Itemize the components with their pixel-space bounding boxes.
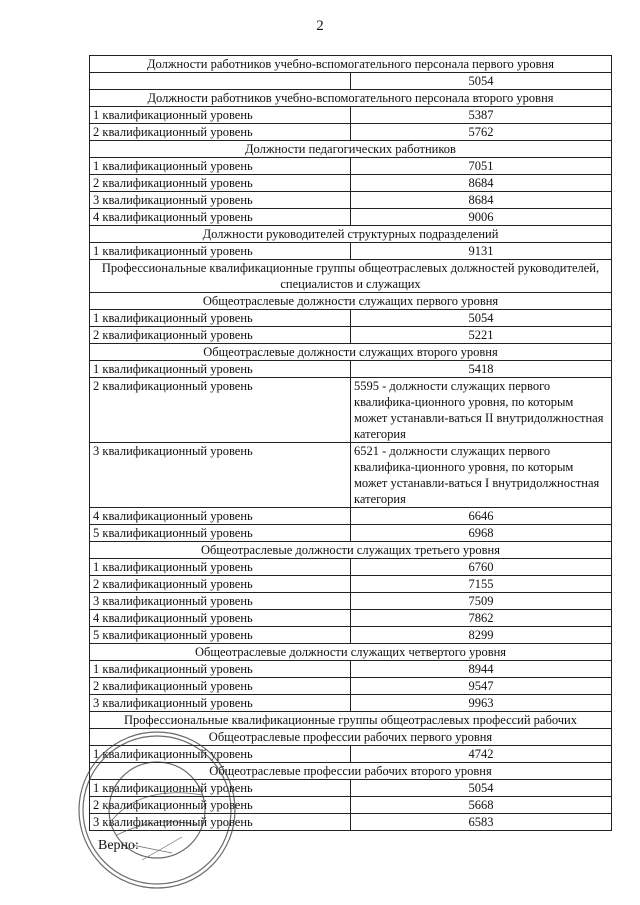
table-row [90, 593, 612, 610]
salary-value: 5054 [351, 780, 612, 797]
qualification-level: 1 квалификационный уровень [90, 243, 351, 260]
qualification-level: 1 квалификационный уровень [90, 746, 351, 763]
certification-label: Верно: [98, 838, 139, 853]
table-row [90, 576, 612, 593]
qualification-level: 5 квалификационный уровень [90, 525, 351, 542]
qualification-level: 3 квалификационный уровень [90, 814, 351, 831]
salary-value: 8944 [351, 661, 612, 678]
salary-value: 6583 [351, 814, 612, 831]
qualification-level: 3 квалификационный уровень [90, 593, 351, 610]
qualification-level: 3 квалификационный уровень [90, 695, 351, 712]
qualification-level: 2 квалификационный уровень [90, 175, 351, 192]
qualification-level: 2 квалификационный уровень [90, 327, 351, 344]
table-row [90, 610, 612, 627]
section-header-row [90, 542, 612, 559]
salary-value: 8684 [351, 175, 612, 192]
qualification-level: 1 квалификационный уровень [90, 310, 351, 327]
section-header-row [90, 141, 612, 158]
salary-value: 9131 [351, 243, 612, 260]
round-seal-stamp [72, 725, 242, 895]
qualification-level: 1 квалификационный уровень [90, 361, 351, 378]
salary-value: 8684 [351, 192, 612, 209]
table-row [90, 327, 612, 344]
salary-table [89, 55, 612, 831]
salary-table-body [90, 56, 612, 831]
salary-value: 7862 [351, 610, 612, 627]
salary-value: 4742 [351, 746, 612, 763]
table-row [90, 678, 612, 695]
table-row [90, 310, 612, 327]
section-title: Общеотраслевые должности служащих второго уровня [90, 344, 612, 361]
qualification-level: 1 квалификационный уровень [90, 559, 351, 576]
table-row [90, 107, 612, 124]
qualification-level: 4 квалификационный уровень [90, 508, 351, 525]
section-header-row [90, 56, 612, 73]
table-row [90, 209, 612, 226]
salary-value: 9963 [351, 695, 612, 712]
section-header-row [90, 344, 612, 361]
table-row [90, 124, 612, 141]
section-title: Профессиональные квалификационные группы общеотраслевых должностей руководителей, специалистов и служащих [90, 260, 612, 293]
table-row [90, 508, 612, 525]
salary-value: 7509 [351, 593, 612, 610]
table-row [90, 175, 612, 192]
salary-value: 8299 [351, 627, 612, 644]
salary-value: 6968 [351, 525, 612, 542]
qualification-level: 2 квалификационный уровень [90, 124, 351, 141]
qualification-level: 1 квалификационный уровень [90, 661, 351, 678]
table-row [90, 73, 612, 90]
section-title: Должности работников учебно-вспомогательного персонала первого уровня [90, 56, 612, 73]
qualification-level: 3 квалификационный уровень [90, 443, 351, 508]
salary-value: 6646 [351, 508, 612, 525]
salary-value: 9547 [351, 678, 612, 695]
salary-value: 5668 [351, 797, 612, 814]
qualification-level [90, 73, 351, 90]
salary-value: 7051 [351, 158, 612, 175]
section-title: Общеотраслевые профессии рабочих первого уровня [90, 729, 612, 746]
qualification-level: 2 квалификационный уровень [90, 678, 351, 695]
section-title: Должности работников учебно-вспомогательного персонала второго уровня [90, 90, 612, 107]
table-row [90, 192, 612, 209]
salary-value: 5054 [351, 73, 612, 90]
qualification-level: 5 квалификационный уровень [90, 627, 351, 644]
section-header-row [90, 644, 612, 661]
table-row [90, 525, 612, 542]
note-row [90, 378, 612, 443]
table-row [90, 661, 612, 678]
section-header-row [90, 226, 612, 243]
section-title: Общеотраслевые должности служащих четвертого уровня [90, 644, 612, 661]
table-row [90, 243, 612, 260]
note-row [90, 443, 612, 508]
section-title: Общеотраслевые должности служащих первого уровня [90, 293, 612, 310]
qualification-level: 3 квалификационный уровень [90, 192, 351, 209]
section-header-row [90, 293, 612, 310]
section-header-row [90, 90, 612, 107]
salary-note: 5595 - должности служащих первого квалифика-ционного уровня, по которым может устанавли-ваться II внутридолжностная категория [351, 378, 612, 443]
salary-value: 6760 [351, 559, 612, 576]
section-title: Профессиональные квалификационные группы общеотраслевых профессий рабочих [90, 712, 612, 729]
section-header-row [90, 260, 612, 293]
section-title: Должности руководителей структурных подразделений [90, 226, 612, 243]
qualification-level: 1 квалификационный уровень [90, 158, 351, 175]
salary-note: 6521 - должности служащих первого квалифика-ционного уровня, по которым может устанавли-ваться I внутридолжностная категория [351, 443, 612, 508]
salary-value: 9006 [351, 209, 612, 226]
salary-value: 5054 [351, 310, 612, 327]
qualification-level: 2 квалификационный уровень [90, 378, 351, 443]
table-row [90, 361, 612, 378]
section-title: Общеотраслевые профессии рабочих второго уровня [90, 763, 612, 780]
table-row [90, 559, 612, 576]
salary-value: 5221 [351, 327, 612, 344]
table-row [90, 627, 612, 644]
salary-value: 5762 [351, 124, 612, 141]
qualification-level: 1 квалификационный уровень [90, 107, 351, 124]
qualification-level: 2 квалификационный уровень [90, 797, 351, 814]
salary-value: 5418 [351, 361, 612, 378]
section-title: Общеотраслевые должности служащих третьего уровня [90, 542, 612, 559]
salary-value: 7155 [351, 576, 612, 593]
qualification-level: 1 квалификационный уровень [90, 780, 351, 797]
section-title: Должности педагогических работников [90, 141, 612, 158]
page-number: 2 [316, 18, 324, 34]
table-row [90, 695, 612, 712]
qualification-level: 4 квалификационный уровень [90, 209, 351, 226]
qualification-level: 4 квалификационный уровень [90, 610, 351, 627]
salary-value: 5387 [351, 107, 612, 124]
table-row [90, 158, 612, 175]
qualification-level: 2 квалификационный уровень [90, 576, 351, 593]
